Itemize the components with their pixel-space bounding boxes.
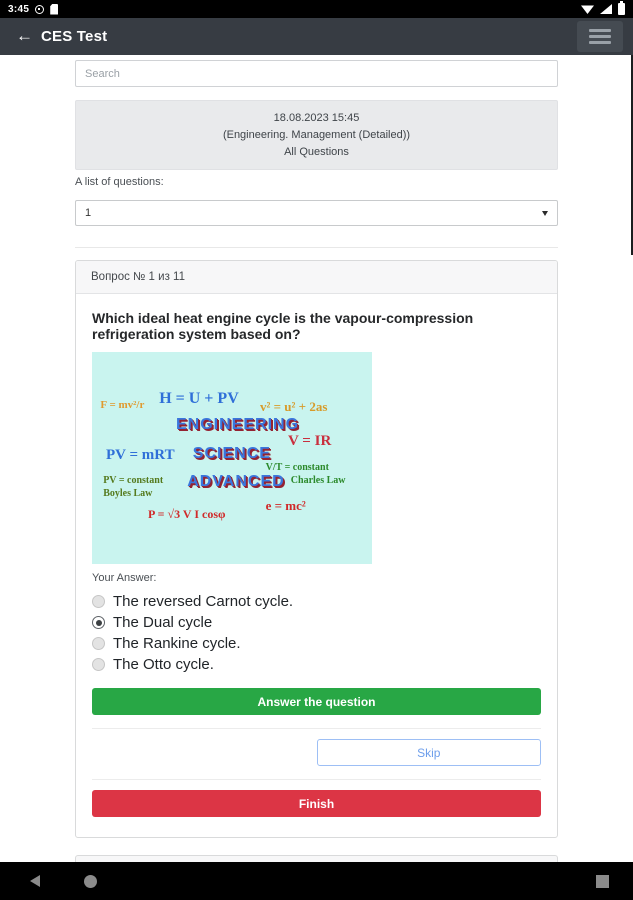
sim-card-icon — [50, 4, 58, 15]
hamburger-bar — [589, 35, 611, 38]
back-arrow-icon[interactable]: ← — [16, 25, 33, 45]
answer-option-label: The Dual cycle — [113, 614, 213, 631]
question-image — [92, 352, 372, 564]
formula-text: PV = mRT — [106, 447, 175, 464]
skip-row — [92, 739, 541, 766]
answer-option-label: The Otto cycle. — [113, 656, 214, 673]
status-bar — [0, 0, 633, 18]
session-scope: All Questions — [284, 146, 349, 158]
nav-back-icon[interactable] — [30, 875, 40, 887]
formula-text: v² = u² + 2as — [260, 398, 328, 414]
search-input[interactable] — [75, 60, 558, 87]
session-info-box — [75, 100, 558, 170]
divider — [92, 728, 541, 729]
answer-option[interactable] — [92, 612, 541, 633]
answer-option-label: The reversed Carnot cycle. — [113, 593, 294, 610]
formula-text: ENGINEERING — [176, 415, 300, 433]
clock: 3:45 — [8, 3, 30, 15]
session-course: (Engineering. Management (Detailed)) — [222, 129, 411, 141]
answer-option[interactable] — [92, 591, 541, 612]
content — [0, 55, 633, 862]
radio-icon[interactable] — [92, 637, 105, 650]
question-text: Which ideal heat engine cycle is the vapour-compression refrigeration system based on? — [92, 310, 474, 342]
formula-text: PV = constant — [103, 474, 164, 486]
formula-text: V/T = constant — [265, 462, 329, 474]
nav-recents-icon[interactable] — [596, 875, 609, 888]
wifi-icon — [581, 4, 594, 14]
finish-button[interactable]: Finish — [92, 790, 541, 817]
formula-text: Charles Law — [290, 474, 346, 486]
skip-button[interactable]: Skip — [317, 739, 542, 766]
status-bar-left — [8, 4, 58, 15]
formula-text: e = mc² — [265, 498, 306, 514]
question-card-header: Вопрос № 1 из 11 — [76, 261, 557, 294]
radio-icon[interactable] — [92, 658, 105, 671]
formula-text: V = IR — [288, 432, 332, 449]
battery-icon — [618, 3, 625, 15]
formula-text: ADVANCED — [187, 472, 285, 490]
divider — [75, 247, 558, 248]
answer-option[interactable] — [92, 633, 541, 654]
session-datetime: 18.08.2023 15:45 — [273, 112, 360, 124]
question-number-select-value: 1 — [85, 207, 92, 219]
next-question-card-partial — [75, 855, 558, 862]
answer-option-label: The Rankine cycle. — [113, 635, 241, 652]
radio-icon[interactable] — [92, 595, 105, 608]
status-bar-right — [581, 3, 625, 15]
cell-signal-icon — [600, 4, 612, 14]
formula-text: H = U + PV — [159, 390, 239, 408]
formula-text: Boyles Law — [103, 487, 153, 499]
app-title: CES Test — [41, 28, 108, 45]
divider — [92, 779, 541, 780]
data-saver-icon — [35, 5, 44, 14]
nav-bar — [0, 862, 633, 900]
formula-text: SCIENCE — [192, 445, 271, 463]
hamburger-bar — [589, 29, 611, 32]
your-answer-label: Your Answer: — [92, 572, 157, 584]
radio-selected-icon[interactable] — [92, 616, 105, 629]
answer-options — [92, 591, 541, 675]
dropdown-caret-icon — [542, 211, 548, 216]
hamburger-menu-button[interactable] — [577, 21, 623, 52]
question-card-body — [76, 294, 557, 817]
answer-button[interactable]: Answer the question — [92, 688, 541, 715]
question-number-select[interactable] — [75, 200, 558, 226]
app-bar — [0, 18, 633, 55]
nav-home-icon[interactable] — [84, 875, 97, 888]
question-list-label: A list of questions: — [75, 176, 164, 188]
hamburger-bar — [589, 41, 611, 44]
answer-option[interactable] — [92, 654, 541, 675]
question-card — [75, 260, 558, 838]
formula-text: P = √3 V I cosφ — [148, 506, 226, 521]
formula-text: F = mv²/r — [100, 398, 145, 411]
